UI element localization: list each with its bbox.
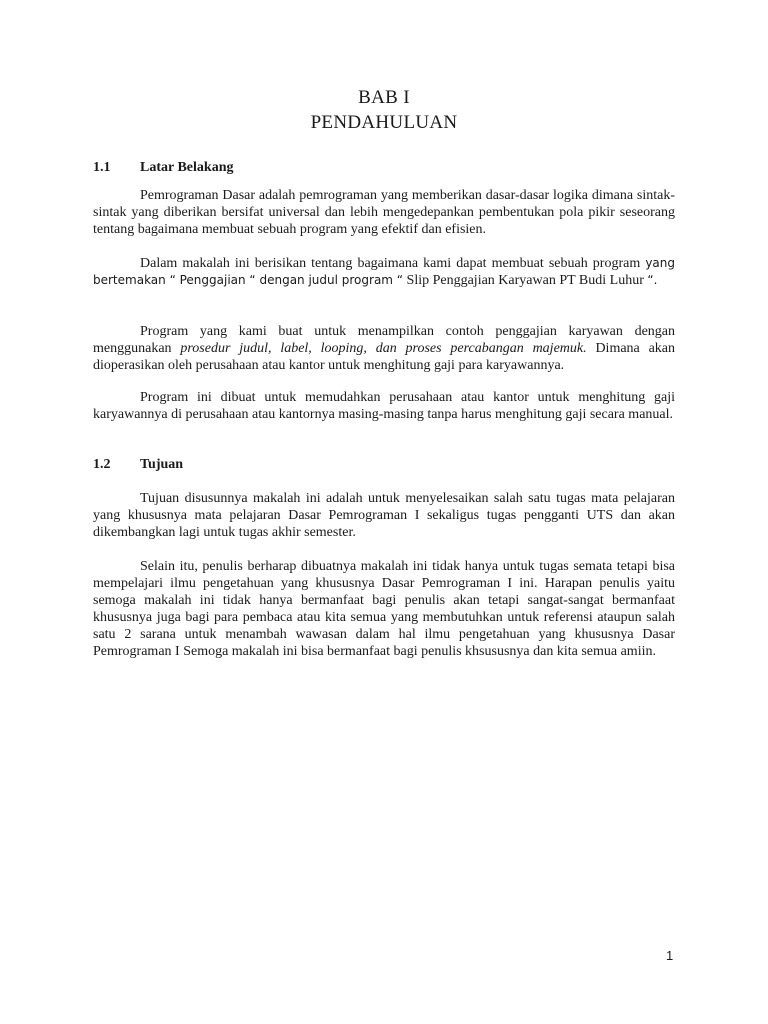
paragraph: Pemrograman Dasar adalah pemrograman yang memberikan dasar-dasar logika dimana sintak-sintak yang diberikan bersifat universal dan lebih mengedepankan pembentukan pola pikir seseorang tentang bagaimana membuat sebuah program yang efektif dan efisien. [93,188,675,237]
page-number: 1 [666,948,674,963]
section-title: Latar Belakang [140,160,234,175]
paragraph: Tujuan disusunnya makalah ini adalah untuk menyelesaikan salah satu tugas mata pelajaran yang khususnya mata pelajaran Dasar Pemrograman I sekaligus tugas pengganti UTS dan akan dikembangkan lagi untuk tugas akhir semester. [93,491,675,540]
section-heading-tujuan [93,457,183,473]
chapter-title: PENDAHULUAN [310,112,458,133]
paragraph: Dalam makalah ini berisikan tentang bagaimana kami dapat membuat sebuah program yang bertemakan “ Penggajian “ dengan judul program “ Slip Penggajian Karyawan PT Budi Luhur “. [93,256,675,288]
section-number: 1.1 [93,160,111,175]
paragraph: Program yang kami buat untuk menampilkan contoh penggajian karyawan dengan menggunakan prosedur judul, label, looping, dan proses percabangan majemuk. Dimana akan dioperasikan oleh perusahaan atau kantor untuk menghitung gaji para karyawannya. [93,324,676,373]
paragraph: Program ini dibuat untuk memudahkan perusahaan atau kantor untuk menghitung gaji karyawannya di perusahaan atau kantornya masing-masing tanpa harus menghitung gaji secara manual. [93,390,675,422]
section-title: Tujuan [140,457,184,472]
paragraph: Selain itu, penulis berharap dibuatnya makalah ini tidak hanya untuk tugas semata tetapi bisa mempelajari ilmu pengetahuan yang khususnya Dasar Pemrograman I ini. Harapan penulis yaitu semoga makalah ini tidak hanya bermanfaat bagi penulis akan tetapi sangat-sangat bermanfaat khususnya juga bagi para pembaca atau kita semua yang membutuhkan untuk referensi ataupun salah satu 2 sarana untuk menambah wawasan dalam hal ilmu pengetahuan yang khususnya Dasar Pemrograman I Semoga makalah ini bisa bermanfaat bagi penulis khsususnya dan kita semua amiin. [93,559,675,659]
section-heading-latar-belakang [93,160,233,176]
section-number: 1.2 [93,457,111,472]
chapter-label: BAB I [358,87,410,108]
